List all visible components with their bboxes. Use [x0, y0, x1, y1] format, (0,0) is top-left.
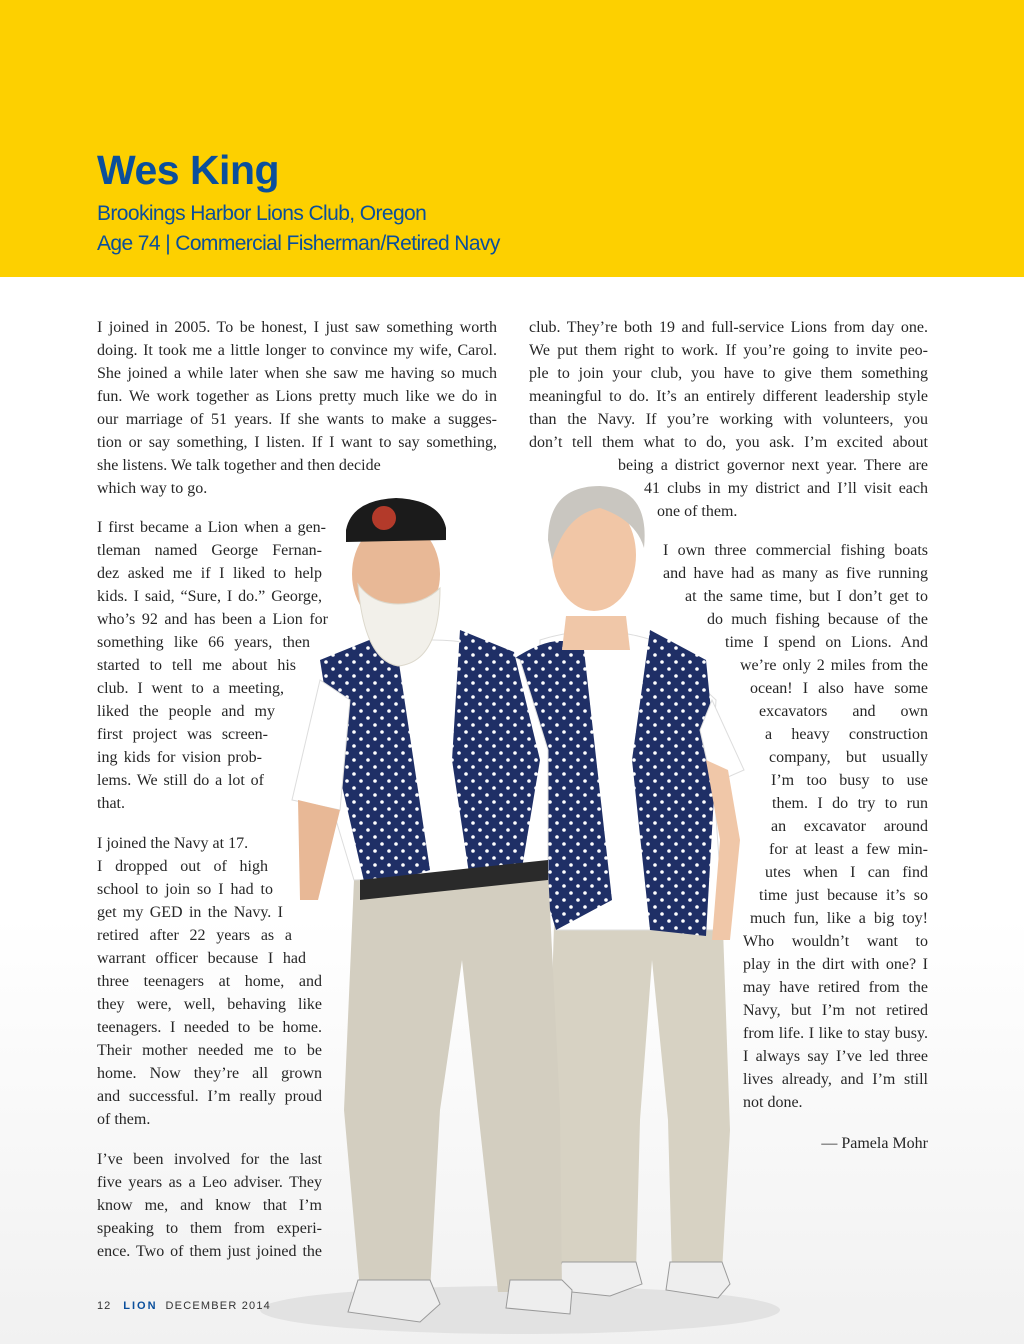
magazine-name: LION — [123, 1300, 158, 1312]
article-line: ple to join your club, you have to give them something — [529, 365, 928, 382]
article-line: speaking to them from experi- — [97, 1220, 322, 1237]
article-line: of them. — [97, 1111, 151, 1128]
article-line: one of them. — [657, 503, 738, 520]
article-line: five years as a Leo adviser. They — [97, 1174, 322, 1191]
article-line: tleman named George Fernan- — [97, 542, 322, 559]
article-line: who’s 92 and has been a Lion for — [97, 611, 328, 628]
article-line: I own three commercial fishing boats — [663, 542, 928, 559]
article-line: 41 clubs in my district and I’ll visit each — [644, 480, 928, 497]
article-line: them. I do try to run — [772, 795, 928, 812]
article-line: time just because it’s so — [759, 887, 928, 904]
article-line: We put them right to work. If you’re going to invite peo- — [529, 342, 928, 359]
article-line: don’t tell them what to do, you ask. I’m excited about — [529, 434, 928, 451]
article-line: tion or say something, I listen. If I want to say something, — [97, 434, 497, 451]
article-line: she listens. We talk together and then decide — [97, 457, 381, 474]
article-line: that. — [97, 795, 125, 812]
article-line: and successful. I’m really proud — [97, 1088, 322, 1105]
article-line: club. I went to a meeting, — [97, 680, 284, 697]
article-line: home. Now they’re all grown — [97, 1065, 322, 1082]
article-line: do much fishing because of the — [707, 611, 928, 628]
article-line: being a district governor next year. There are — [618, 457, 928, 474]
article-line: three teenagers at home, and — [97, 973, 322, 990]
article-line: ocean! I also have some — [750, 680, 928, 697]
article-line: know me, and know that I’m — [97, 1197, 322, 1214]
article-line: than the Navy. If you’re working with volunteers, you — [529, 411, 928, 428]
article-line: for at least a few min- — [769, 841, 928, 858]
article-line: dez asked me if I liked to help — [97, 565, 322, 582]
article-line: play in the dirt with one? I — [743, 956, 928, 973]
article-line: liked the people and my — [97, 703, 275, 720]
issue-date: DECEMBER 2014 — [165, 1300, 272, 1312]
profile-name: Wes King — [97, 147, 280, 193]
article-line: I first became a Lion when a gen- — [97, 519, 326, 536]
article-line: utes when I can find — [765, 864, 928, 881]
byline: — Pamela Mohr — [821, 1135, 928, 1152]
article-line: I’m too busy to use — [771, 772, 928, 789]
profile-club: Brookings Harbor Lions Club, Oregon — [97, 202, 427, 225]
article-line: time I spend on Lions. And — [725, 634, 928, 651]
article-line: club. They’re both 19 and full-service Lions from day one. — [529, 319, 928, 336]
article-line: lives already, and I’m still — [743, 1071, 928, 1088]
article-line: school to join so I had to — [97, 881, 273, 898]
article-line: something like 66 years, then — [97, 634, 310, 651]
article-line: Navy, but I’m not retired — [743, 1002, 928, 1019]
article-line: from life. I like to stay busy. — [743, 1025, 928, 1042]
article-line: started to tell me about his — [97, 657, 296, 674]
article-line: lems. We still do a lot of — [97, 772, 264, 789]
article-line: company, but usually — [769, 749, 928, 766]
article-line: get my GED in the Navy. I — [97, 904, 283, 921]
profile-details: Age 74 | Commercial Fisherman/Retired Navy — [97, 232, 500, 255]
article-line: I joined in 2005. To be honest, I just saw something worth — [97, 319, 497, 336]
page-footer — [97, 1299, 271, 1313]
article-line: kids. I said, “Sure, I do.” George, — [97, 588, 322, 605]
article-line: we’re only 2 miles from the — [740, 657, 928, 674]
article-line: may have retired from the — [743, 979, 928, 996]
article-line: doing. It took me a little longer to convince my wife, Carol. — [97, 342, 497, 359]
article-line: our marriage of 51 years. If she wants to make a sugges- — [97, 411, 497, 428]
article-line: which way to go. — [97, 480, 208, 497]
article-line: they were, well, behaving like — [97, 996, 322, 1013]
article-line: I joined the Navy at 17. — [97, 835, 249, 852]
article-line: at the same time, but I don’t get to — [685, 588, 928, 605]
article-line: ing kids for vision prob- — [97, 749, 262, 766]
article-line: Who wouldn’t want to — [743, 933, 928, 950]
article-line: warrant officer because I had — [97, 950, 306, 967]
article-line: meaningful to do. It’s an entirely different leadership style — [529, 388, 928, 405]
article-line: first project was screen- — [97, 726, 268, 743]
article-line: much fun, like a big toy! — [750, 910, 928, 927]
article-line: not done. — [743, 1094, 803, 1111]
article-line: She joined a while later when she saw me having so much — [97, 365, 497, 382]
article-line: an excavator around — [771, 818, 928, 835]
article-line: Their mother needed me to be — [97, 1042, 322, 1059]
article-line: excavators and own — [759, 703, 928, 720]
article-line: a heavy construction — [765, 726, 928, 743]
article-line: ence. Two of them just joined the — [97, 1243, 322, 1260]
article-line: and have had as many as five running — [663, 565, 928, 582]
article-line: retired after 22 years as a — [97, 927, 292, 944]
page-number: 12 — [97, 1300, 112, 1312]
article-line: I’ve been involved for the last — [97, 1151, 322, 1168]
article-line: I always say I’ve led three — [743, 1048, 928, 1065]
article-line: I dropped out of high — [97, 858, 268, 875]
article-line: fun. We work together as Lions pretty much like we do in — [97, 388, 497, 405]
article-line: teenagers. I needed to be home. — [97, 1019, 322, 1036]
